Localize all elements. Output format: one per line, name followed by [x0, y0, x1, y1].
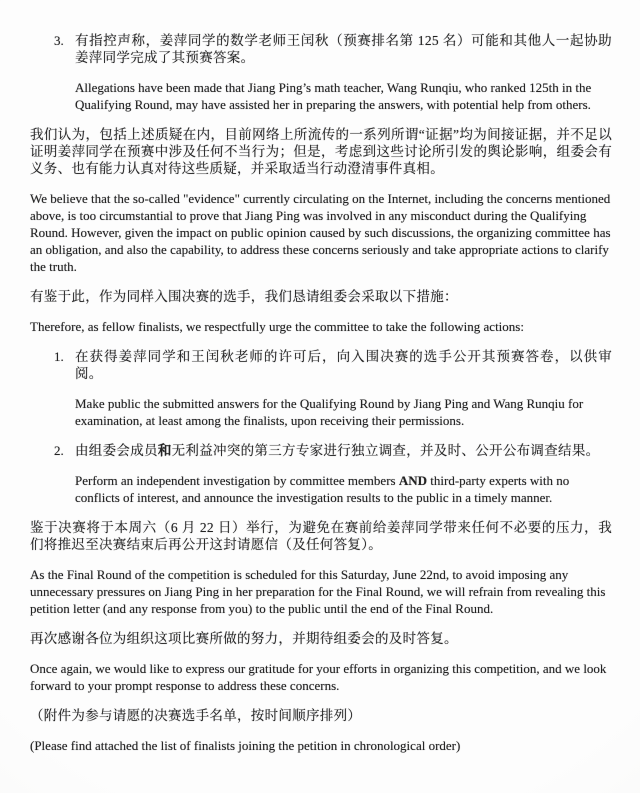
list-item-2-text-zh-post: 无利益冲突的第三方专家进行独立调查，并及时、公开公布调查结果。 — [171, 443, 600, 458]
paragraph-en-therefore: Therefore, as fellow finalists, we respectfully urge the committee to take the following actions: — [30, 319, 524, 334]
paragraph-en-investigation — [75, 472, 612, 506]
paragraph-zh-thanks: 再次感谢各位为组织这项比赛所做的努力，并期待组委会的及时答复。 — [30, 631, 458, 646]
investigation-text-post: third-party experts with no conflicts of interest, and announce the investigation results to the public in a timely manner. — [75, 473, 570, 505]
paragraph-zh-therefore: 有鉴于此，作为同样入围决赛的选手，我们恳请组委会采取以下措施： — [30, 289, 458, 304]
paragraph-en-thanks: Once again, we would like to express our gratitude for your efforts in organizing this competition, and we look forward to your prompt response to address these concerns. — [30, 661, 607, 693]
paragraph-en-attachment-note: (Please find attached the list of finalists joining the petition in chronological order) — [30, 738, 461, 753]
list-item-2-text-zh-pre: 由组委会成员 — [75, 443, 158, 458]
list-item-3-number: 3. — [54, 33, 64, 48]
list-item-3-text-zh: 有指控声称，姜萍同学的数学老师王闰秋（预赛排名第 125 名）可能和其他人一起协助姜萍同学完成了其预赛答案。 — [75, 33, 612, 65]
list-item-1-text-zh: 在获得姜萍同学和王闰秋老师的许可后，向入围决赛的选手公开其预赛答卷，以供审阅。 — [75, 349, 612, 381]
paragraph-zh-attachment-note: （附件为参与请愿的决赛选手名单，按时间顺序排列） — [30, 708, 362, 723]
paragraph-en-evidence-opinion: We believe that the so-called "evidence" currently circulating on the Internet, including the concerns mentioned above, is too circumstantial to prove that Jiang Ping was involved in any misconduct during the Qualifying Round. However, given the impact on public opinion caused by such discussions, the organizing committee has an obligation, and also the capability, to address these concerns seriously and take appropriate actions to clarify the truth. — [30, 191, 611, 274]
list-item-2 — [30, 442, 612, 459]
paragraph-zh-evidence-opinion: 我们认为，包括上述质疑在内，目前网络上所流传的一系列所谓“证据”均为间接证据，并不足以证明姜萍同学在预赛中涉及任何不当行为；但是，考虑到这些讨论所引发的舆论影响，组委会有义务、也有能力认真对待这些质疑，并采取适当行动澄清事件真相。 — [30, 127, 612, 176]
paragraph-en-allegations: Allegations have been made that Jiang Ping’s math teacher, Wang Runqiu, who ranked 125th in the Qualifying Round, may have assisted her in preparing the answers, with potential help from others. — [75, 80, 592, 112]
list-item-1-number: 1. — [54, 349, 64, 364]
paragraph-en-make-public: Make public the submitted answers for the Qualifying Round by Jiang Ping and Wang Runqiu for examination, at least among the finalists, upon receiving their permissions. — [75, 396, 584, 428]
list-item-3 — [30, 32, 612, 66]
paragraph-en-final-round: As the Final Round of the competition is scheduled for this Saturday, June 22nd, to avoid imposing any unnecessary pressures on Jiang Ping in her preparation for the Final Round, we will refrain from revealing this petition letter (and any response from you) to the public until the end of the Final Round. — [30, 567, 606, 616]
investigation-text-bold: AND — [398, 473, 428, 488]
list-item-2-text-zh-bold: 和 — [157, 443, 172, 458]
list-item-1 — [30, 348, 612, 382]
investigation-text-pre: Perform an independent investigation by committee members — [75, 473, 399, 488]
paragraph-zh-final-round: 鉴于决赛将于本周六（6 月 22 日）举行，为避免在赛前给姜萍同学带来任何不必要的压力，我们将推迟至决赛结束后再公开这封请愿信（及任何答复）。 — [30, 520, 612, 552]
list-item-2-number: 2. — [54, 443, 64, 458]
